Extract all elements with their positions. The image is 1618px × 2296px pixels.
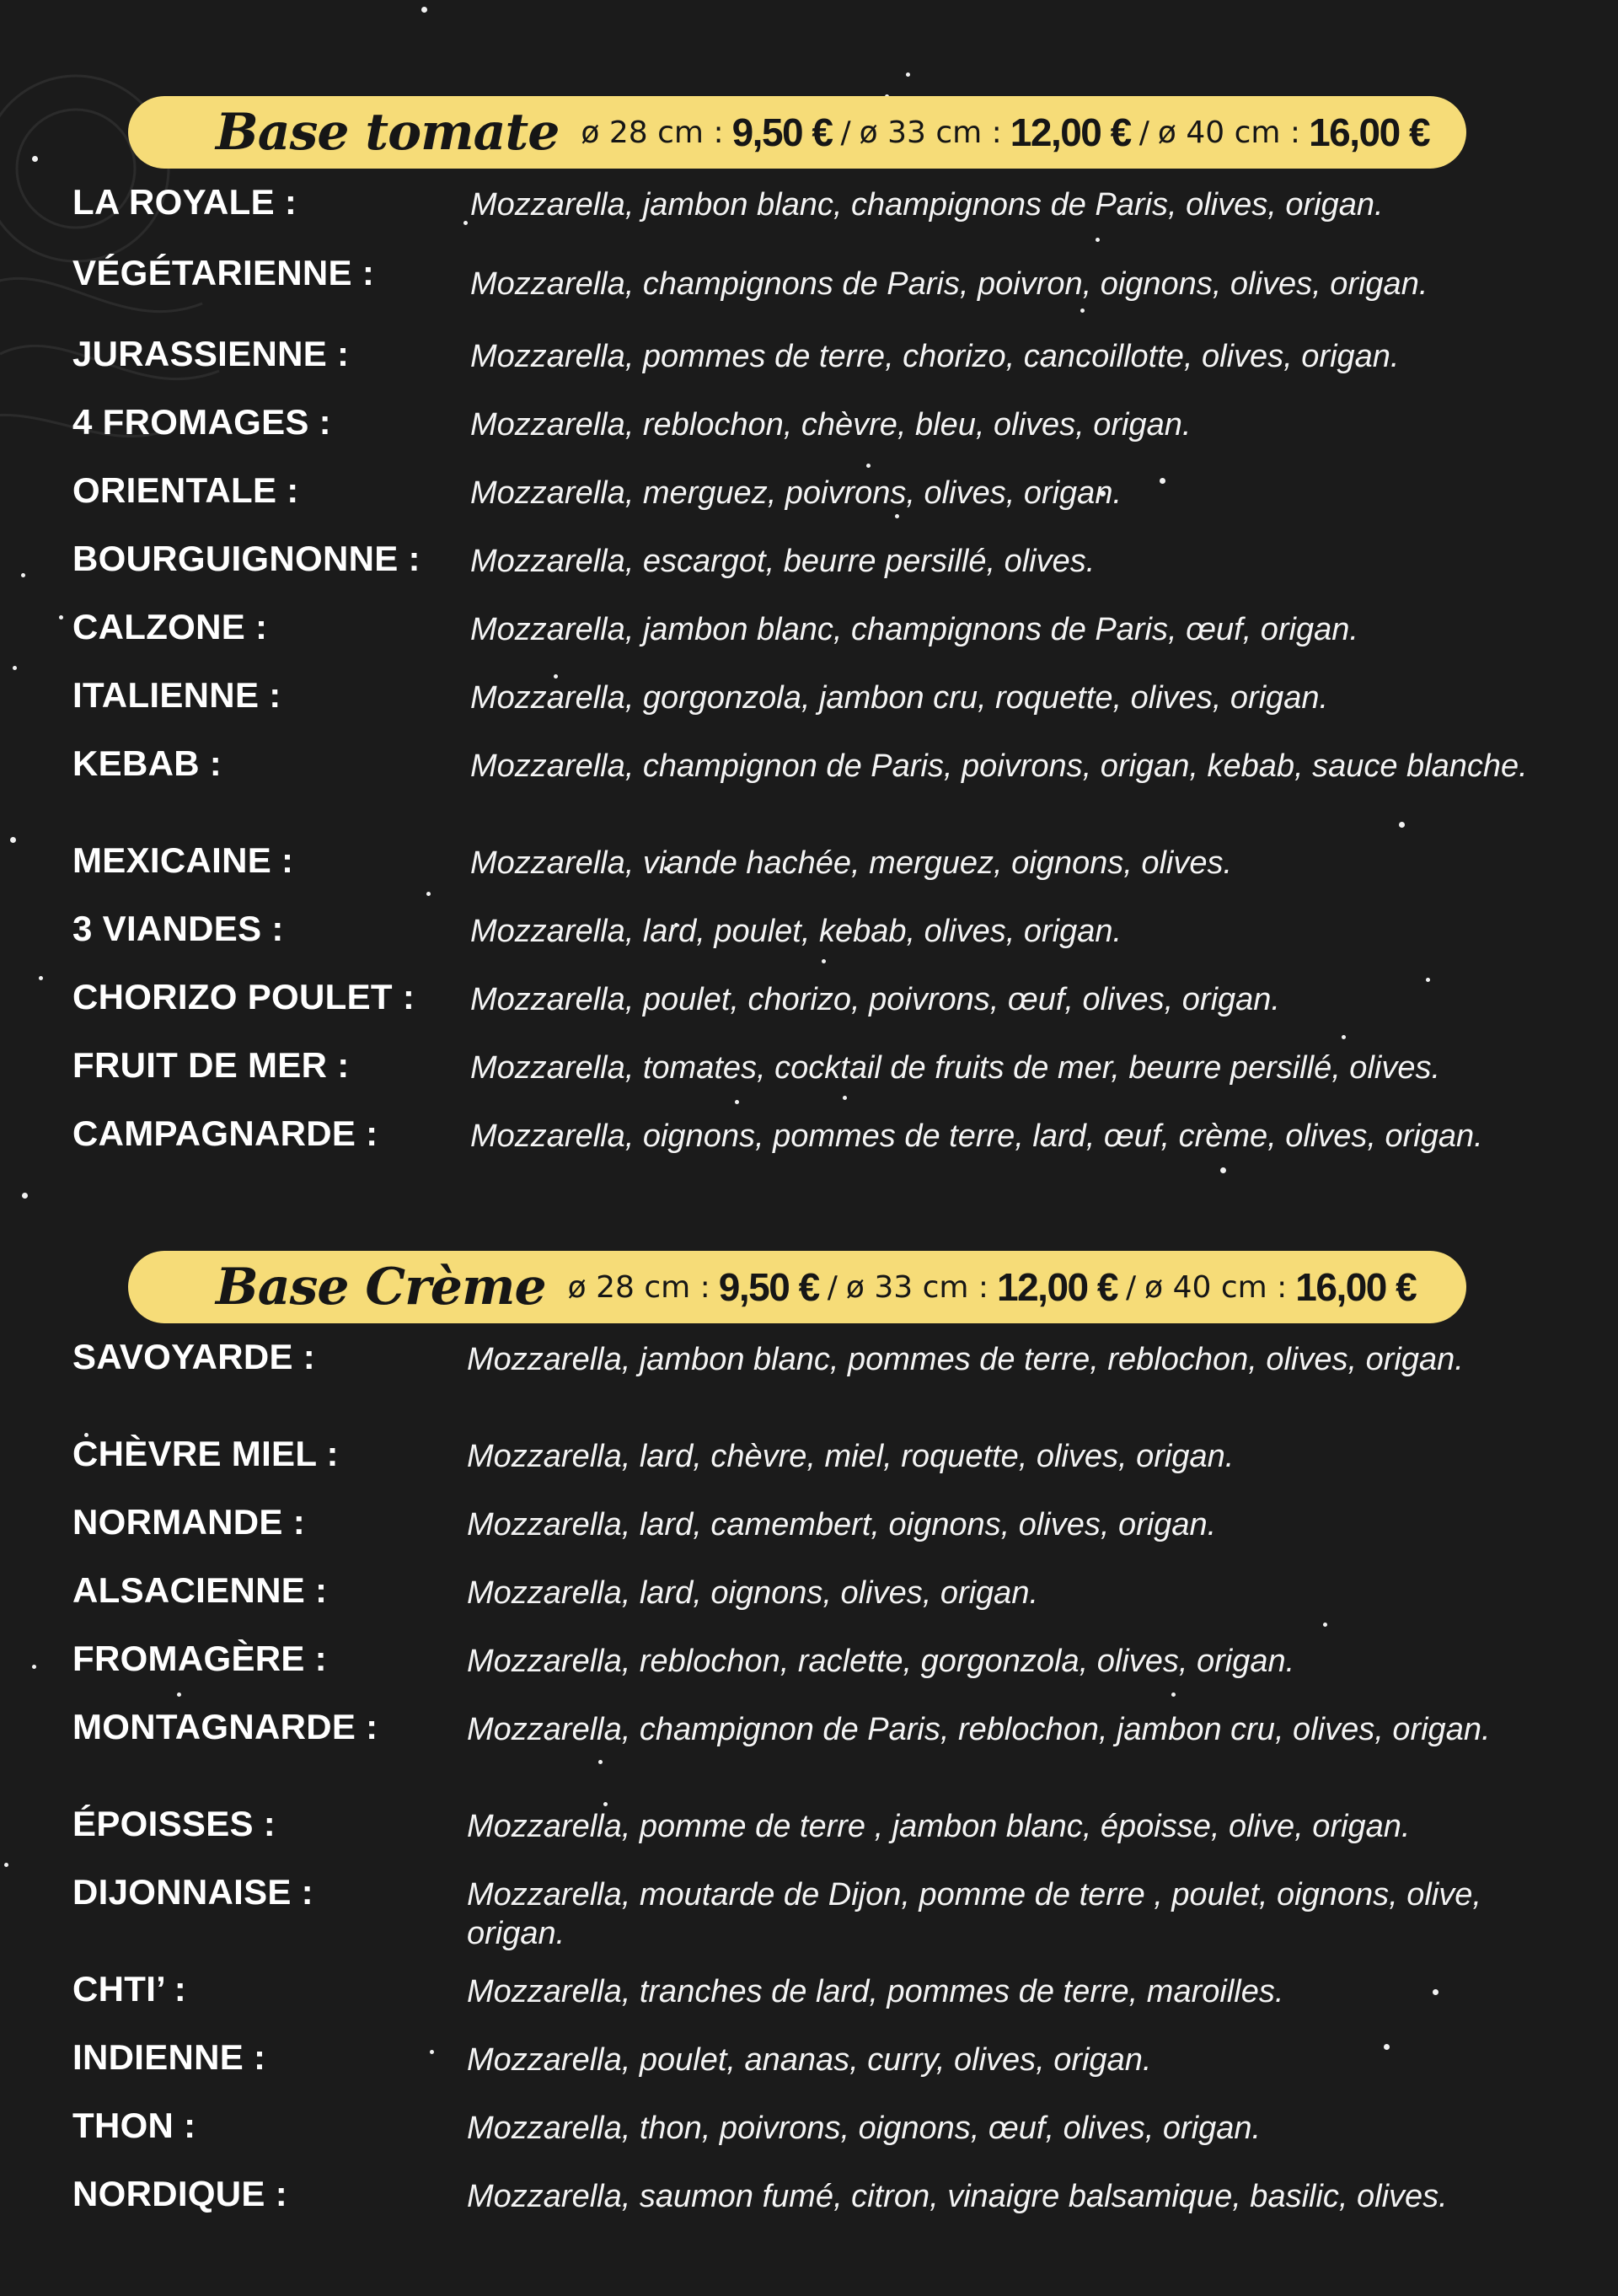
pizza-ingredients: Mozzarella, pomme de terre , jambon blanc, époisse, olive, origan.: [467, 1809, 1411, 1844]
pizza-ingredients: Mozzarella, pommes de terre, chorizo, cancoillotte, olives, origan.: [470, 339, 1400, 374]
size-label: ø 40 cm :: [1157, 115, 1301, 150]
pizza-name: ORIENTALE :: [72, 470, 299, 510]
pizza-name: THON :: [72, 2106, 196, 2145]
pizza-ingredients: Mozzarella, tranches de lard, pommes de terre, maroilles.: [467, 1974, 1284, 2009]
menu-item: [0, 1635, 1618, 1703]
pizza-ingredients: Mozzarella, moutarde de Dijon, pomme de terre , poulet, oignons, olive, origan.: [467, 1877, 1481, 1951]
pizza-ingredients: Mozzarella, lard, poulet, kebab, olives, origan.: [470, 914, 1122, 949]
separator: /: [840, 115, 851, 150]
pizza-ingredients: Mozzarella, gorgonzola, jambon cru, roquette, olives, origan.: [470, 680, 1329, 716]
pizza-ingredients: Mozzarella, lard, oignons, olives, origan.: [467, 1575, 1039, 1611]
pizza-name: ALSACIENNE :: [72, 1570, 328, 1610]
pizza-name: LA ROYALE :: [72, 182, 297, 222]
pizza-name: NORMANDE :: [72, 1502, 305, 1542]
pizza-name: VÉGÉTARIENNE :: [72, 253, 375, 292]
pizza-name: ÉPOISSES :: [72, 1804, 276, 1843]
pizza-name: BOURGUIGNONNE :: [72, 539, 421, 578]
menu-item: [0, 837, 1618, 904]
pizza-name: MONTAGNARDE :: [72, 1707, 378, 1746]
pizza-ingredients: Mozzarella, lard, camembert, oignons, olives, origan.: [467, 1507, 1217, 1542]
pizza-ingredients: Mozzarella, poulet, chorizo, poivrons, œuf, olives, origan.: [470, 982, 1280, 1017]
menu-item: [0, 604, 1618, 671]
pizza-ingredients: Mozzarella, champignons de Paris, poivron, oignons, olives, origan.: [470, 266, 1428, 302]
pizza-ingredients: Mozzarella, jambon blanc, pommes de terre, reblochon, olives, origan.: [467, 1342, 1464, 1377]
pizza-name: CALZONE :: [72, 607, 268, 646]
separator: /: [1138, 115, 1149, 150]
pizza-name: CHTI’ :: [72, 1969, 187, 2009]
pizza-name: CHORIZO POULET :: [72, 977, 415, 1017]
pizza-ingredients: Mozzarella, tomates, cocktail de fruits de mer, beurre persillé, olives.: [470, 1050, 1441, 1086]
menu-item: [0, 974, 1618, 1041]
pizza-name: 3 VIANDES :: [72, 909, 284, 948]
pizza-ingredients: Mozzarella, reblochon, chèvre, bleu, olives, origan.: [470, 407, 1192, 443]
pizza-name: 4 FROMAGES :: [72, 402, 331, 442]
menu-item: [0, 467, 1618, 534]
pizza-ingredients: Mozzarella, saumon fumé, citron, vinaigre balsamique, basilic, olives.: [467, 2179, 1448, 2214]
menu-item: [0, 1042, 1618, 1109]
menu-item: [0, 2170, 1618, 2238]
menu-item: [0, 1966, 1618, 2033]
size-price: 16,00 €: [1309, 110, 1430, 154]
pizza-name: ITALIENNE :: [72, 675, 281, 715]
menu-item: [0, 399, 1618, 466]
menu-item: [0, 1499, 1618, 1566]
pizza-name: KEBAB :: [72, 743, 222, 783]
pizza-ingredients: Mozzarella, lard, chèvre, miel, roquette, olives, origan.: [467, 1439, 1235, 1474]
menu-item: [0, 249, 1618, 317]
price-banner-base-creme: [128, 1251, 1466, 1323]
pizza-ingredients: Mozzarella, champignon de Paris, poivrons, origan, kebab, sauce blanche.: [470, 748, 1528, 784]
size-label: ø 28 cm :: [581, 115, 724, 150]
menu-item: [0, 535, 1618, 603]
pizza-name: CAMPAGNARDE :: [72, 1113, 378, 1153]
menu-item: [0, 740, 1618, 833]
menu-item: [0, 1567, 1618, 1634]
size-price: 9,50 €: [731, 110, 833, 154]
pizza-ingredients: Mozzarella, thon, poivrons, oignons, œuf, olives, origan.: [467, 2111, 1262, 2146]
menu-item: [0, 672, 1618, 739]
size-price: 12,00 €: [1010, 110, 1131, 154]
pizza-name: JURASSIENNE :: [72, 334, 350, 373]
menu-item: [0, 330, 1618, 398]
menu-item: [0, 2034, 1618, 2101]
menu-item: [0, 179, 1618, 246]
menu-item: [0, 905, 1618, 973]
pizza-ingredients: Mozzarella, merguez, poivrons, olives, origan.: [470, 475, 1122, 511]
pizza-ingredients: Mozzarella, poulet, ananas, curry, olives, origan.: [467, 2042, 1152, 2078]
section-title: Base Crème: [216, 1258, 546, 1317]
menu-item: [0, 2102, 1618, 2170]
size-label: ø 33 cm :: [845, 1269, 988, 1305]
pizza-ingredients: Mozzarella, champignon de Paris, reblochon, jambon cru, olives, origan.: [467, 1712, 1491, 1747]
size-label: ø 33 cm :: [859, 115, 1002, 150]
menu-item: [0, 1869, 1618, 1961]
size-price: 9,50 €: [718, 1265, 819, 1309]
size-price: 16,00 €: [1295, 1265, 1417, 1309]
price-banner-base-tomate: [128, 96, 1466, 169]
pizza-name: MEXICAINE :: [72, 840, 294, 880]
pizza-ingredients: Mozzarella, reblochon, raclette, gorgonzola, olives, origan.: [467, 1644, 1295, 1679]
size-label: ø 40 cm :: [1144, 1269, 1288, 1305]
separator: /: [1125, 1269, 1137, 1305]
pizza-name: FROMAGÈRE :: [72, 1639, 327, 1678]
pizza-name: INDIENNE :: [72, 2037, 266, 2077]
menu-item: [0, 1800, 1618, 1868]
menu-item: [0, 1110, 1618, 1203]
pizza-name: SAVOYARDE :: [72, 1337, 316, 1376]
pizza-name: DIJONNAISE :: [72, 1872, 313, 1912]
pizza-ingredients: Mozzarella, jambon blanc, champignons de Paris, olives, origan.: [470, 187, 1384, 223]
pizza-ingredients: Mozzarella, jambon blanc, champignons de Paris, œuf, origan.: [470, 612, 1358, 647]
separator: /: [827, 1269, 838, 1305]
pizza-name: NORDIQUE :: [72, 2174, 287, 2213]
pizza-ingredients: Mozzarella, escargot, beurre persillé, olives.: [470, 544, 1096, 579]
pizza-ingredients: Mozzarella, oignons, pommes de terre, lard, œuf, crème, olives, origan.: [470, 1118, 1483, 1154]
menu-item: [0, 1333, 1618, 1426]
size-price: 12,00 €: [997, 1265, 1117, 1309]
menu-item: [0, 1430, 1618, 1498]
pizza-ingredients: Mozzarella, viande hachée, merguez, oignons, olives.: [470, 845, 1233, 881]
menu-item: [0, 1703, 1618, 1796]
size-label: ø 28 cm :: [567, 1269, 710, 1305]
pizza-name: CHÈVRE MIEL :: [72, 1434, 339, 1473]
pizza-name: FRUIT DE MER :: [72, 1045, 350, 1085]
section-title: Base tomate: [216, 103, 560, 162]
